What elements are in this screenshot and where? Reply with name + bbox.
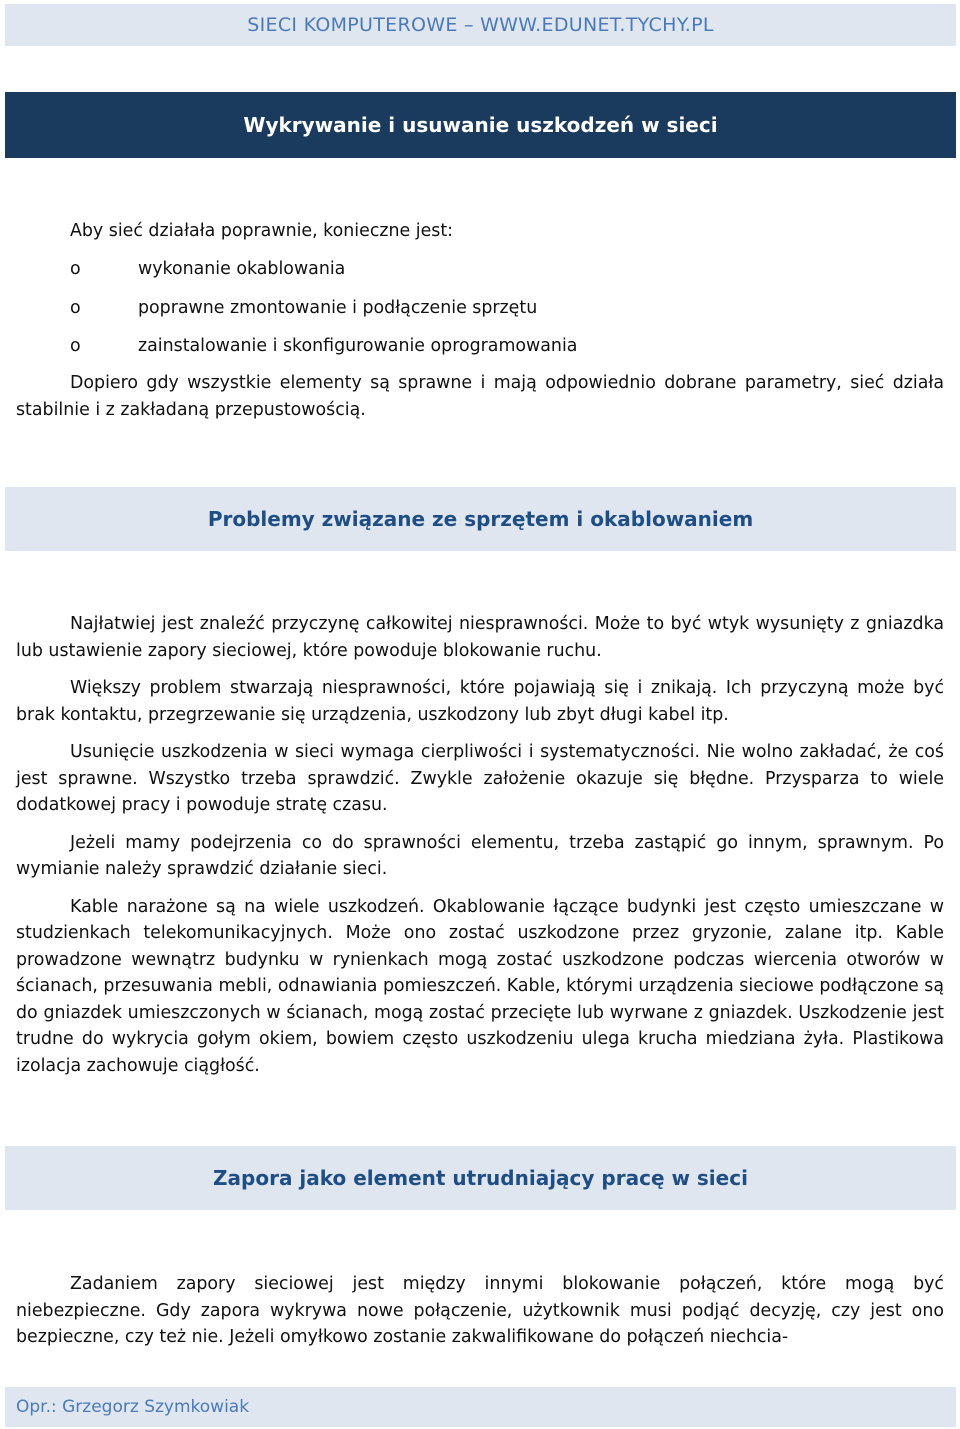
intro-conclusion <box>16 370 944 424</box>
intro-lead: Aby sieć działała poprawnie, konieczne jest: <box>70 221 454 241</box>
section-heading-band <box>5 1146 956 1210</box>
paragraph: Najłatwiej jest znaleźć przyczynę całkowitej niesprawności. Może to być wtyk wysunięty z gniazdka lub ustawienie zapory sieciowej, które powoduje blokowanie ruchu. <box>16 614 944 661</box>
list-item-text: zainstalowanie i skonfigurowanie oprogramowania <box>138 336 578 356</box>
document-title: Wykrywanie i usuwanie uszkodzeń w sieci <box>243 113 718 137</box>
paragraph: Dopiero gdy wszystkie elementy są sprawne i mają odpowiednio dobrane parametry, sieć działa stabilnie i z zakładaną przepustowością. <box>16 373 944 420</box>
paragraph: Większy problem stwarzają niesprawności, które pojawiają się i znikają. Ich przyczyną może być brak kontaktu, przegrzewanie się urządzenia, uszkodzony lub zbyt długi kabel itp. <box>16 678 944 725</box>
list-item-text: wykonanie okablowania <box>138 259 346 279</box>
page-header <box>5 4 956 46</box>
paragraph: Usunięcie uszkodzenia w sieci wymaga cierpliwości i systematyczności. Nie wolno zakładać, że coś jest sprawne. Wszystko trzeba sprawdzić. Zwykle założenie okazuje się błędne. Przysparza to wiele dodatkowej pracy i powoduje stratę czasu. <box>16 742 944 815</box>
bullet-marker: o <box>70 297 81 318</box>
bullet-marker: o <box>70 336 81 356</box>
section-heading-firewall: Zapora jako element utrudniający pracę w sieci <box>213 1166 748 1190</box>
section-heading-hardware: Problemy związane ze sprzętem i okablowaniem <box>207 507 754 531</box>
section-body-firewall <box>16 1271 944 1351</box>
list-item <box>70 295 577 334</box>
page-footer <box>5 1387 956 1427</box>
paragraph: Jeżeli mamy podejrzenia co do sprawności elementu, trzeba zastąpić go innym, sprawnym. Po wymianie należy sprawdzić działanie sieci. <box>16 832 944 879</box>
section-heading-band <box>5 487 956 551</box>
paragraph: Kable narażone są na wiele uszkodzeń. Okablowanie łączące budynki jest często umieszczane w studzienkach telekomunikacyjnych. Może ono zostać uszkodzone przez gryzonie, zalane itp. Kable prowadzone wewnątrz budynku w rynienkach mogą zostać uszkodzone podczas wiercenia otworów w ścianach, przesuwania mebli, odnawiania pomieszczeń. Kable, którymi urządzenia sieciowe podłączone są do gniazdek umieszczonych w ścianach, mogą zostać przecięte lub wyrwane z gniazdek. Uszkodzenie jest trudne do wykrycia gołym okiem, bowiem często uszkodzeniu ulega krucha miedziana żyła. Plastikowa izolacja zachowuje ciągłość. <box>16 896 944 1076</box>
paragraph: Zadaniem zapory sieciowej jest między innymi blokowanie połączeń, które mogą być niebezpieczne. Gdy zapora wykrywa nowe połączenie, użytkownik musi podjąć decyzję, czy jest ono bezpieczne, czy też nie. Jeżeli omyłkowo zostanie zakwalifikowane do połączeń niechcia- <box>16 1274 944 1347</box>
list-item <box>70 256 577 295</box>
document-title-banner <box>5 92 956 158</box>
header-text: SIECI KOMPUTEROWE – WWW.EDUNET.TYCHY.PL <box>247 14 714 36</box>
list-item <box>70 333 577 372</box>
requirements-list <box>70 256 577 372</box>
footer-author: Opr.: Grzegorz Szymkowiak <box>16 1397 250 1417</box>
list-item-text: poprawne zmontowanie i podłączenie sprzętu <box>138 297 538 318</box>
section-body-hardware <box>16 611 944 1079</box>
bullet-marker: o <box>70 259 81 279</box>
